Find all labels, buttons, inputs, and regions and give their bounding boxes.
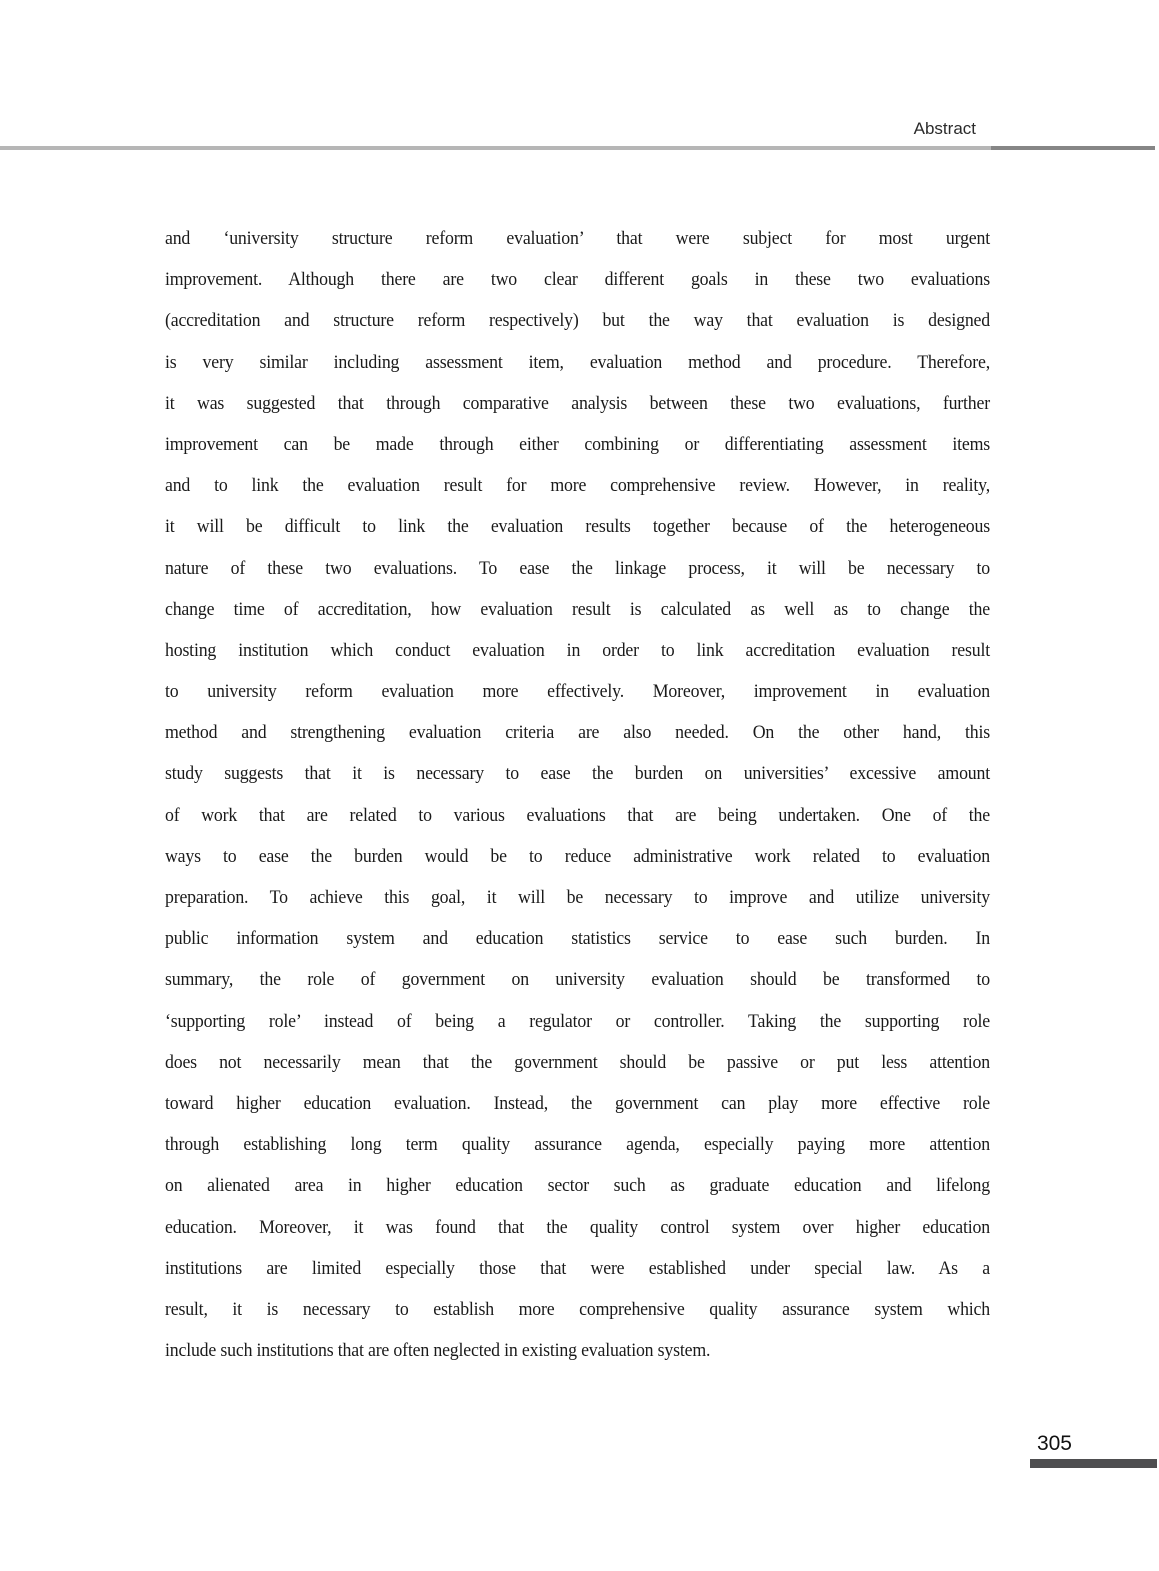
header-rule-light-segment bbox=[0, 146, 991, 150]
paragraph-line: hosting institution which conduct evaluation in order to link accreditation evaluation result bbox=[165, 639, 990, 661]
paragraph-line: it was suggested that through comparative analysis between these two evaluations, further bbox=[165, 392, 990, 414]
paragraph-line: it will be difficult to link the evaluation results together because of the heterogeneous bbox=[165, 516, 990, 538]
paragraph-line: ‘supporting role’ instead of being a regulator or controller. Taking the supporting role bbox=[165, 1010, 990, 1032]
paragraph-line: on alienated area in higher education sector such as graduate education and lifelong bbox=[165, 1175, 990, 1197]
paragraph-line: to university reform evaluation more effectively. Moreover, improvement in evaluation bbox=[165, 681, 990, 703]
paragraph-line: and to link the evaluation result for more comprehensive review. However, in reality, bbox=[165, 475, 990, 497]
paragraph-line: public information system and education statistics service to ease such burden. In bbox=[165, 928, 990, 950]
paragraph-line: summary, the role of government on university evaluation should be transformed to bbox=[165, 969, 990, 991]
paragraph-line: change time of accreditation, how evaluation result is calculated as well as to change the bbox=[165, 598, 990, 620]
paragraph-line: improvement can be made through either combining or differentiating assessment items bbox=[165, 433, 990, 455]
header-rule bbox=[0, 146, 1155, 150]
abstract-paragraph bbox=[165, 218, 990, 1371]
paragraph-line: ways to ease the burden would be to reduce administrative work related to evaluation bbox=[165, 845, 990, 867]
page-number: 305 bbox=[1036, 1432, 1072, 1455]
paragraph-line: institutions are limited especially those that were established under special law. As a bbox=[165, 1257, 990, 1279]
paragraph-line: is very similar including assessment item, evaluation method and procedure. Therefore, bbox=[165, 351, 990, 373]
paragraph-line: result, it is necessary to establish more comprehensive quality assurance system which bbox=[165, 1298, 990, 1320]
header-rule-dark-segment bbox=[991, 146, 1155, 150]
paragraph-line: education. Moreover, it was found that the quality control system over higher education bbox=[165, 1216, 990, 1238]
paragraph-line: does not necessarily mean that the government should be passive or put less attention bbox=[165, 1051, 990, 1073]
paragraph-line: of work that are related to various evaluations that are being undertaken. One of the bbox=[165, 804, 990, 826]
paragraph-line: (accreditation and structure reform respectively) but the way that evaluation is designed bbox=[165, 310, 990, 332]
paragraph-line: improvement. Although there are two clear different goals in these two evaluations bbox=[165, 269, 990, 291]
paragraph-line: through establishing long term quality assurance agenda, especially paying more attention bbox=[165, 1134, 990, 1156]
paragraph-line: method and strengthening evaluation criteria are also needed. On the other hand, this bbox=[165, 722, 990, 744]
paragraph-line: study suggests that it is necessary to ease the burden on universities’ excessive amount bbox=[165, 763, 990, 785]
footer-bar bbox=[1030, 1459, 1157, 1468]
paragraph-line: preparation. To achieve this goal, it will be necessary to improve and utilize university bbox=[165, 887, 990, 908]
running-head: Abstract bbox=[913, 119, 976, 138]
paragraph-line: and ‘university structure reform evaluation’ that were subject for most urgent bbox=[165, 228, 990, 249]
paragraph-line: nature of these two evaluations. To ease the linkage process, it will be necessary to bbox=[165, 557, 990, 579]
paragraph-line: include such institutions that are often neglected in existing evaluation system. bbox=[165, 1340, 711, 1362]
paragraph-line: toward higher education evaluation. Instead, the government can play more effective role bbox=[165, 1092, 990, 1114]
